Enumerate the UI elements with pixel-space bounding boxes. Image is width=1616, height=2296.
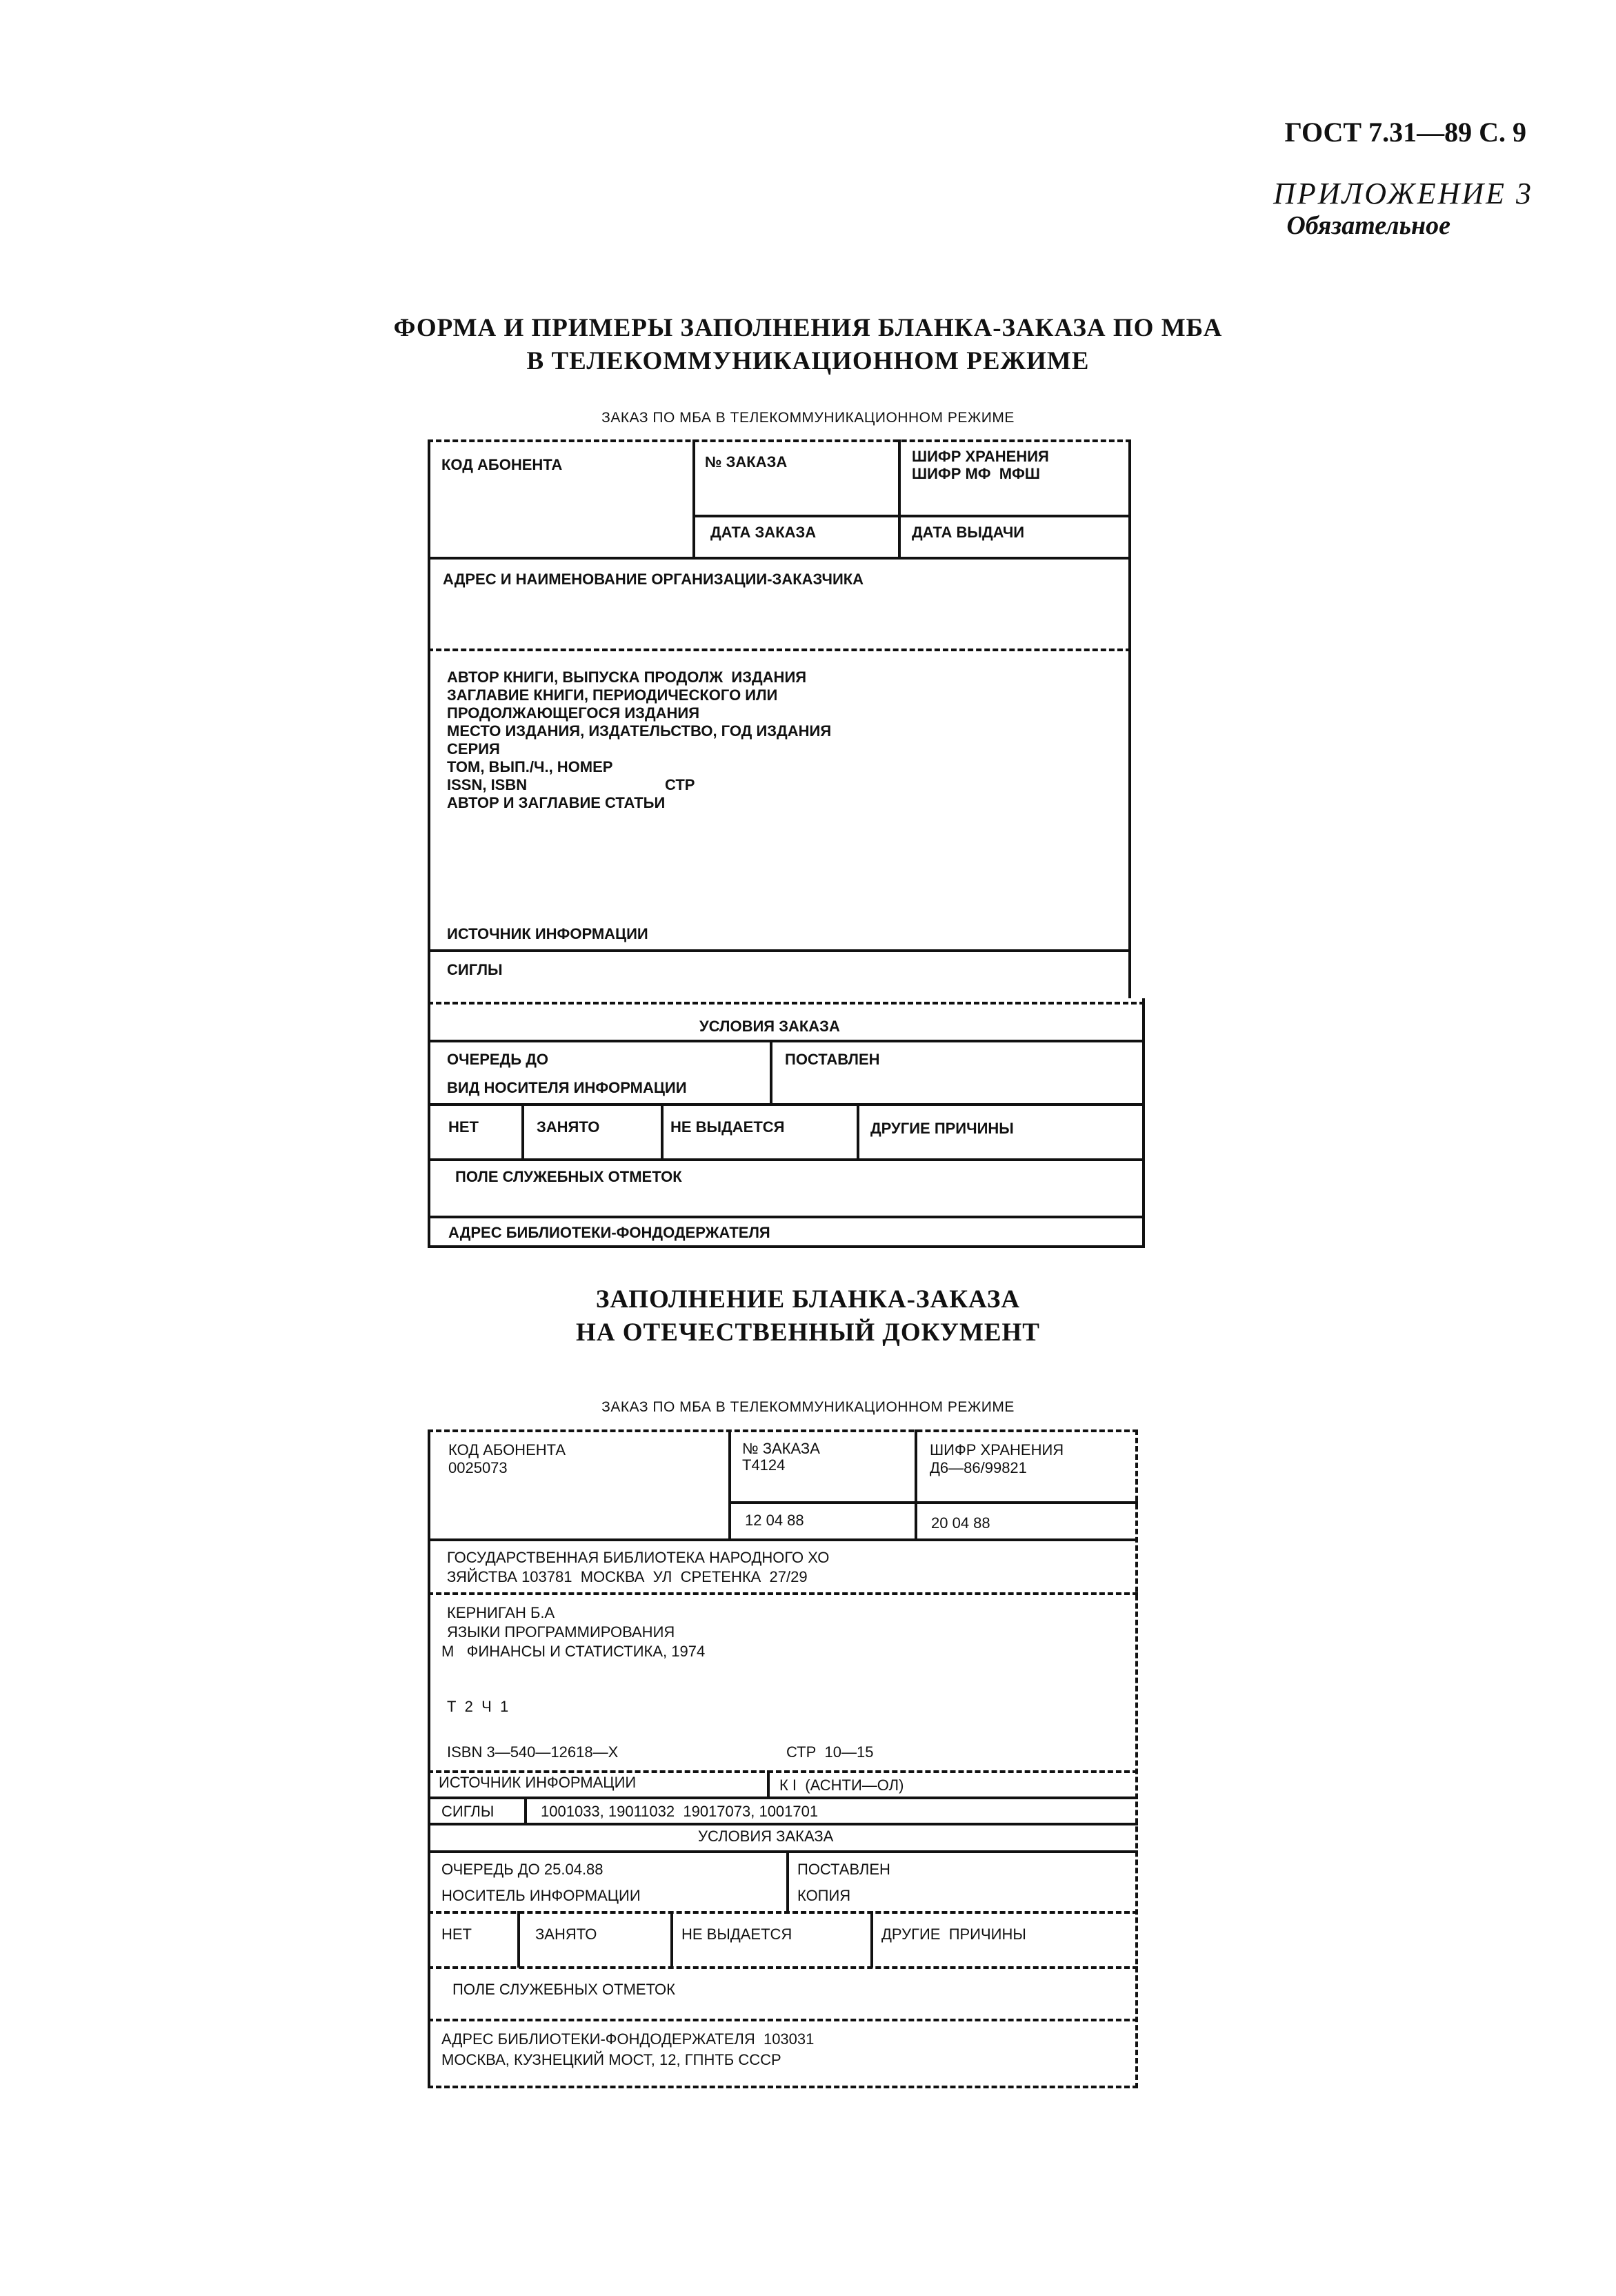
queue-until-value: ОЧЕРЕДЬ ДО 25.04.88 <box>441 1861 603 1878</box>
pages-label: СТР <box>665 776 695 793</box>
section2-title-line2: НА ОТЕЧЕСТВЕННЫЙ ДОКУМЕНТ <box>576 1318 1040 1347</box>
biblio-line: АВТОР КНИГИ, ВЫПУСКА ПРОДОЛЖ ИЗДАНИЯ <box>447 669 807 686</box>
no-label: НЕТ <box>441 1926 472 1943</box>
order-number-label: № ЗАКАЗА <box>705 453 788 471</box>
order-date-label: ДАТА ЗАКАЗА <box>710 524 817 541</box>
volume-value: Т 2 Ч 1 <box>447 1698 509 1715</box>
isbn-value: ISBN 3—540—12618—X <box>447 1743 619 1761</box>
busy-label: ЗАНЯТО <box>535 1926 597 1943</box>
order-number-label: № ЗАКАЗА <box>742 1440 820 1457</box>
section2-title-line1: ЗАПОЛНЕНИЕ БЛАНКА-ЗАКАЗА <box>595 1285 1021 1314</box>
org-address-line1: ГОСУДАРСТВЕННАЯ БИБЛИОТЕКА НАРОДНОГО ХО <box>447 1549 830 1566</box>
appendix-label: ПРИЛОЖЕНИЕ 3 <box>1273 177 1533 210</box>
storage-code-value: Д6—86/99821 <box>930 1459 1027 1476</box>
media-type-label: ВИД НОСИТЕЛЯ ИНФОРМАЦИИ <box>447 1079 687 1096</box>
info-source-label: ИСТОЧНИК ИНФОРМАЦИИ <box>439 1774 637 1791</box>
supplied-label: ПОСТАВЛЕН <box>785 1051 880 1068</box>
subscriber-code-value: 0025073 <box>448 1459 508 1476</box>
service-notes-label: ПОЛЕ СЛУЖЕБНЫХ ОТМЕТОК <box>455 1168 682 1185</box>
storage-code-mf-label: ШИФР МФ МФШ <box>912 465 1041 482</box>
order-date-value: 12 04 88 <box>745 1512 804 1529</box>
sigla-label: СИГЛЫ <box>447 961 503 978</box>
issue-date-value: 20 04 88 <box>931 1514 990 1532</box>
form1-caption: ЗАКАЗ ПО МБА В ТЕЛЕКОММУНИКАЦИОННОМ РЕЖИМЕ <box>601 410 1015 426</box>
pages-value: СТР 10—15 <box>786 1743 874 1761</box>
service-notes-label: ПОЛЕ СЛУЖЕБНЫХ ОТМЕТОК <box>452 1981 675 1998</box>
isbn-label: ISSN, ISBN <box>447 776 528 793</box>
holder-address-line2: МОСКВА, КУЗНЕЦКИЙ МОСТ, 12, ГПНТБ СССР <box>441 2051 781 2068</box>
busy-label: ЗАНЯТО <box>537 1118 600 1136</box>
section2-title <box>0 1283 1616 1349</box>
org-address-label: АДРЕС И НАИМЕНОВАНИЕ ОРГАНИЗАЦИИ-ЗАКАЗЧИКА <box>443 571 864 588</box>
form2-caption: ЗАКАЗ ПО МБА В ТЕЛЕКОММУНИКАЦИОННОМ РЕЖИМЕ <box>601 1399 1015 1415</box>
supplied-value: КОПИЯ <box>797 1887 851 1904</box>
appendix-status: Обязательное <box>1286 211 1450 240</box>
order-terms-label: УСЛОВИЯ ЗАКАЗА <box>698 1828 834 1845</box>
subscriber-code-label: КОД АБОНЕНТА <box>441 456 563 473</box>
supplied-label: ПОСТАВЛЕН <box>797 1861 890 1878</box>
article-label: АВТОР И ЗАГЛАВИЕ СТАТЬИ <box>447 794 666 811</box>
other-reasons-label: ДРУГИЕ ПРИЧИНЫ <box>870 1120 1014 1137</box>
section1-title-line1: ФОРМА И ПРИМЕРЫ ЗАПОЛНЕНИЯ БЛАНКА-ЗАКАЗА ПО МБА <box>393 314 1223 342</box>
info-source-value: К I (АСНТИ—ОЛ) <box>779 1777 904 1794</box>
biblio-line: СЕРИЯ <box>447 740 500 758</box>
issue-date-label: ДАТА ВЫДАЧИ <box>912 524 1025 541</box>
section1-title <box>0 312 1616 378</box>
biblio-line: ПРОДОЛЖАЮЩЕГОСЯ ИЗДАНИЯ <box>447 704 700 722</box>
holder-address-label: АДРЕС БИБЛИОТЕКИ-ФОНДОДЕРЖАТЕЛЯ <box>448 1224 770 1241</box>
subscriber-code-label: КОД АБОНЕНТА <box>448 1441 566 1458</box>
biblio-line: М ФИНАНСЫ И СТАТИСТИКА, 1974 <box>441 1643 706 1660</box>
sigla-label: СИГЛЫ <box>441 1803 495 1820</box>
not-issued-label: НЕ ВЫДАЕТСЯ <box>681 1926 792 1943</box>
biblio-line: МЕСТО ИЗДАНИЯ, ИЗДАТЕЛЬСТВО, ГОД ИЗДАНИЯ <box>447 722 832 740</box>
no-label: НЕТ <box>448 1118 479 1136</box>
other-reasons-label: ДРУГИЕ ПРИЧИНЫ <box>881 1926 1026 1943</box>
queue-until-label: ОЧЕРЕДЬ ДО <box>447 1051 548 1068</box>
doc-reference: ГОСТ 7.31—89 С. 9 <box>1284 117 1526 148</box>
order-terms-label: УСЛОВИЯ ЗАКАЗА <box>699 1018 840 1035</box>
not-issued-label: НЕ ВЫДАЕТСЯ <box>670 1118 785 1136</box>
org-address-line2: ЗЯЙСТВА 103781 МОСКВА УЛ СРЕТЕНКА 27/29 <box>447 1568 808 1585</box>
media-label: НОСИТЕЛЬ ИНФОРМАЦИИ <box>441 1887 641 1904</box>
biblio-line: ЗАГЛАВИЕ КНИГИ, ПЕРИОДИЧЕСКОГО ИЛИ <box>447 686 778 704</box>
storage-code-label: ШИФР ХРАНЕНИЯ <box>912 448 1049 465</box>
order-number-value: Т4124 <box>742 1456 786 1474</box>
storage-code-label: ШИФР ХРАНЕНИЯ <box>930 1441 1064 1458</box>
info-source-label: ИСТОЧНИК ИНФОРМАЦИИ <box>447 925 648 942</box>
biblio-line: КЕРНИГАН Б.А <box>447 1604 555 1621</box>
biblio-line: ЯЗЫКИ ПРОГРАММИРОВАНИЯ <box>447 1623 675 1641</box>
section1-title-line2: В ТЕЛЕКОММУНИКАЦИОННОМ РЕЖИМЕ <box>526 347 1090 375</box>
biblio-line: ТОМ, ВЫП./Ч., НОМЕР <box>447 758 613 775</box>
sigla-value: 1001033, 19011032 19017073, 1001701 <box>541 1803 819 1820</box>
holder-address-line1: АДРЕС БИБЛИОТЕКИ-ФОНДОДЕРЖАТЕЛЯ 103031 <box>441 2030 815 2048</box>
